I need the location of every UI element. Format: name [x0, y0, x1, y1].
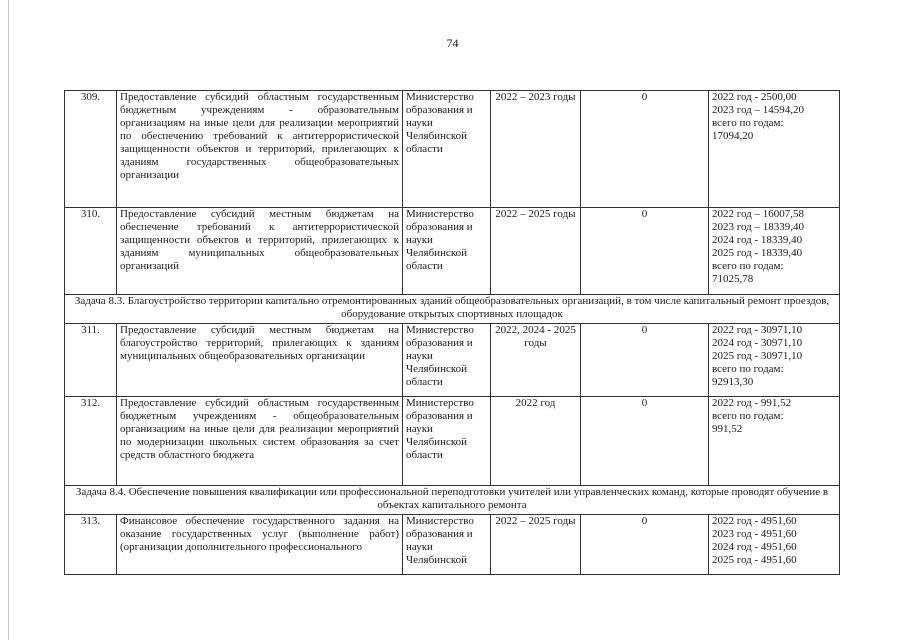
funding-line: всего по годам:	[712, 410, 784, 422]
responsible-organization: Министерство образования и науки Челябинской области	[403, 397, 491, 486]
scan-edge-line	[8, 0, 9, 640]
funding-line: 2022 год - 2500,00	[712, 91, 797, 103]
program-measures-table	[64, 90, 840, 575]
table-row	[65, 91, 840, 208]
funding-line: 2023 год – 14594,20	[712, 104, 805, 116]
task-heading: Задача 8.4. Обеспечение повышения квалификации или профессиональной переподготовки учителей или управленческих команд, которые проводят обучение в объектах капитального ремонта	[65, 486, 840, 515]
implementation-period: 2022 – 2025 годы	[491, 208, 581, 295]
funding-line: всего по годам:	[712, 363, 784, 375]
funding-cell	[709, 515, 840, 575]
funding-line: 991,52	[712, 423, 743, 435]
funding-line: 2022 год - 991,52	[712, 397, 792, 409]
row-number: 309.	[65, 91, 117, 208]
measure-description: Предоставление субсидий областным государственным бюджетным учреждениям - общеобразовательным организациям на иные цели для реализации мероприятий по модернизации школьных систем образования за счет средств областного бюджета	[117, 397, 403, 486]
funding-line: 2025 год - 18339,40	[712, 247, 803, 259]
task-heading: Задача 8.3. Благоустройство территории капитально отремонтированных зданий общеобразовательных организаций, в том числе капитальный ремонт проездов, оборудование открытых спортивных площадок	[65, 295, 840, 324]
funding-line: 2023 год - 4951,60	[712, 528, 797, 540]
zero-value: 0	[581, 208, 709, 295]
funding-cell	[709, 208, 840, 295]
funding-line: 2024 год - 4951,60	[712, 541, 797, 553]
funding-line: 2022 год - 30971,10	[712, 324, 803, 336]
zero-value: 0	[581, 91, 709, 208]
zero-value: 0	[581, 324, 709, 397]
measure-description: Предоставление субсидий местным бюджетам на обеспечение требований к антитеррористической защищенности объектов и территорий, прилегающих к зданиям муниципальных общеобразовательных организаций	[117, 208, 403, 295]
responsible-organization: Министерство образования и науки Челябинской области	[403, 324, 491, 397]
zero-value: 0	[581, 397, 709, 486]
funding-line: 2025 год - 30971,10	[712, 350, 803, 362]
funding-cell	[709, 324, 840, 397]
task-row	[65, 486, 840, 515]
funding-line: 71025,78	[712, 273, 754, 285]
funding-line: 2024 год - 18339,40	[712, 234, 803, 246]
table-row	[65, 208, 840, 295]
implementation-period: 2022 – 2025 годы	[491, 515, 581, 575]
implementation-period: 2022, 2024 - 2025 годы	[491, 324, 581, 397]
responsible-organization: Министерство образования и науки Челябинской области	[403, 91, 491, 208]
task-row	[65, 295, 840, 324]
measure-description: Предоставление субсидий местным бюджетам на благоустройство территорий, прилегающих к зданиям муниципальных общеобразовательных организации	[117, 324, 403, 397]
measure-description: Предоставление субсидий областным государственным бюджетным учреждениям - образовательным организациям на иные цели для реализации мероприятий по обеспечению требований к антитеррористической защищенности объектов и территорий, прилегающих к зданиям государственных общеобразовательных организации	[117, 91, 403, 208]
implementation-period: 2022 год	[491, 397, 581, 486]
funding-cell	[709, 91, 840, 208]
responsible-organization: Министерство образования и науки Челябинской	[403, 515, 491, 575]
zero-value: 0	[581, 515, 709, 575]
funding-line: 2022 год - 4951,60	[712, 515, 797, 527]
funding-line: 17094,20	[712, 130, 754, 142]
page-number: 74	[446, 36, 459, 50]
row-number: 313.	[65, 515, 117, 575]
funding-line: 2023 год – 18339,40	[712, 221, 805, 233]
measure-description: Финансовое обеспечение государственного задания на оказание государственных услуг (выполнение работ) (организации дополнительного профессионального	[117, 515, 403, 575]
row-number: 310.	[65, 208, 117, 295]
implementation-period: 2022 – 2023 годы	[491, 91, 581, 208]
table-row	[65, 324, 840, 397]
funding-line: всего по годам:	[712, 260, 784, 272]
funding-cell	[709, 397, 840, 486]
table-row	[65, 515, 840, 575]
funding-line: 2025 год - 4951,60	[712, 554, 797, 566]
funding-line: 2024 год - 30971,10	[712, 337, 803, 349]
row-number: 312.	[65, 397, 117, 486]
funding-line: 2022 год – 16007,58	[712, 208, 805, 220]
row-number: 311.	[65, 324, 117, 397]
table-row	[65, 397, 840, 486]
funding-line: 92913,30	[712, 376, 754, 388]
funding-line: всего по годам:	[712, 117, 784, 129]
responsible-organization: Министерство образования и науки Челябинской области	[403, 208, 491, 295]
